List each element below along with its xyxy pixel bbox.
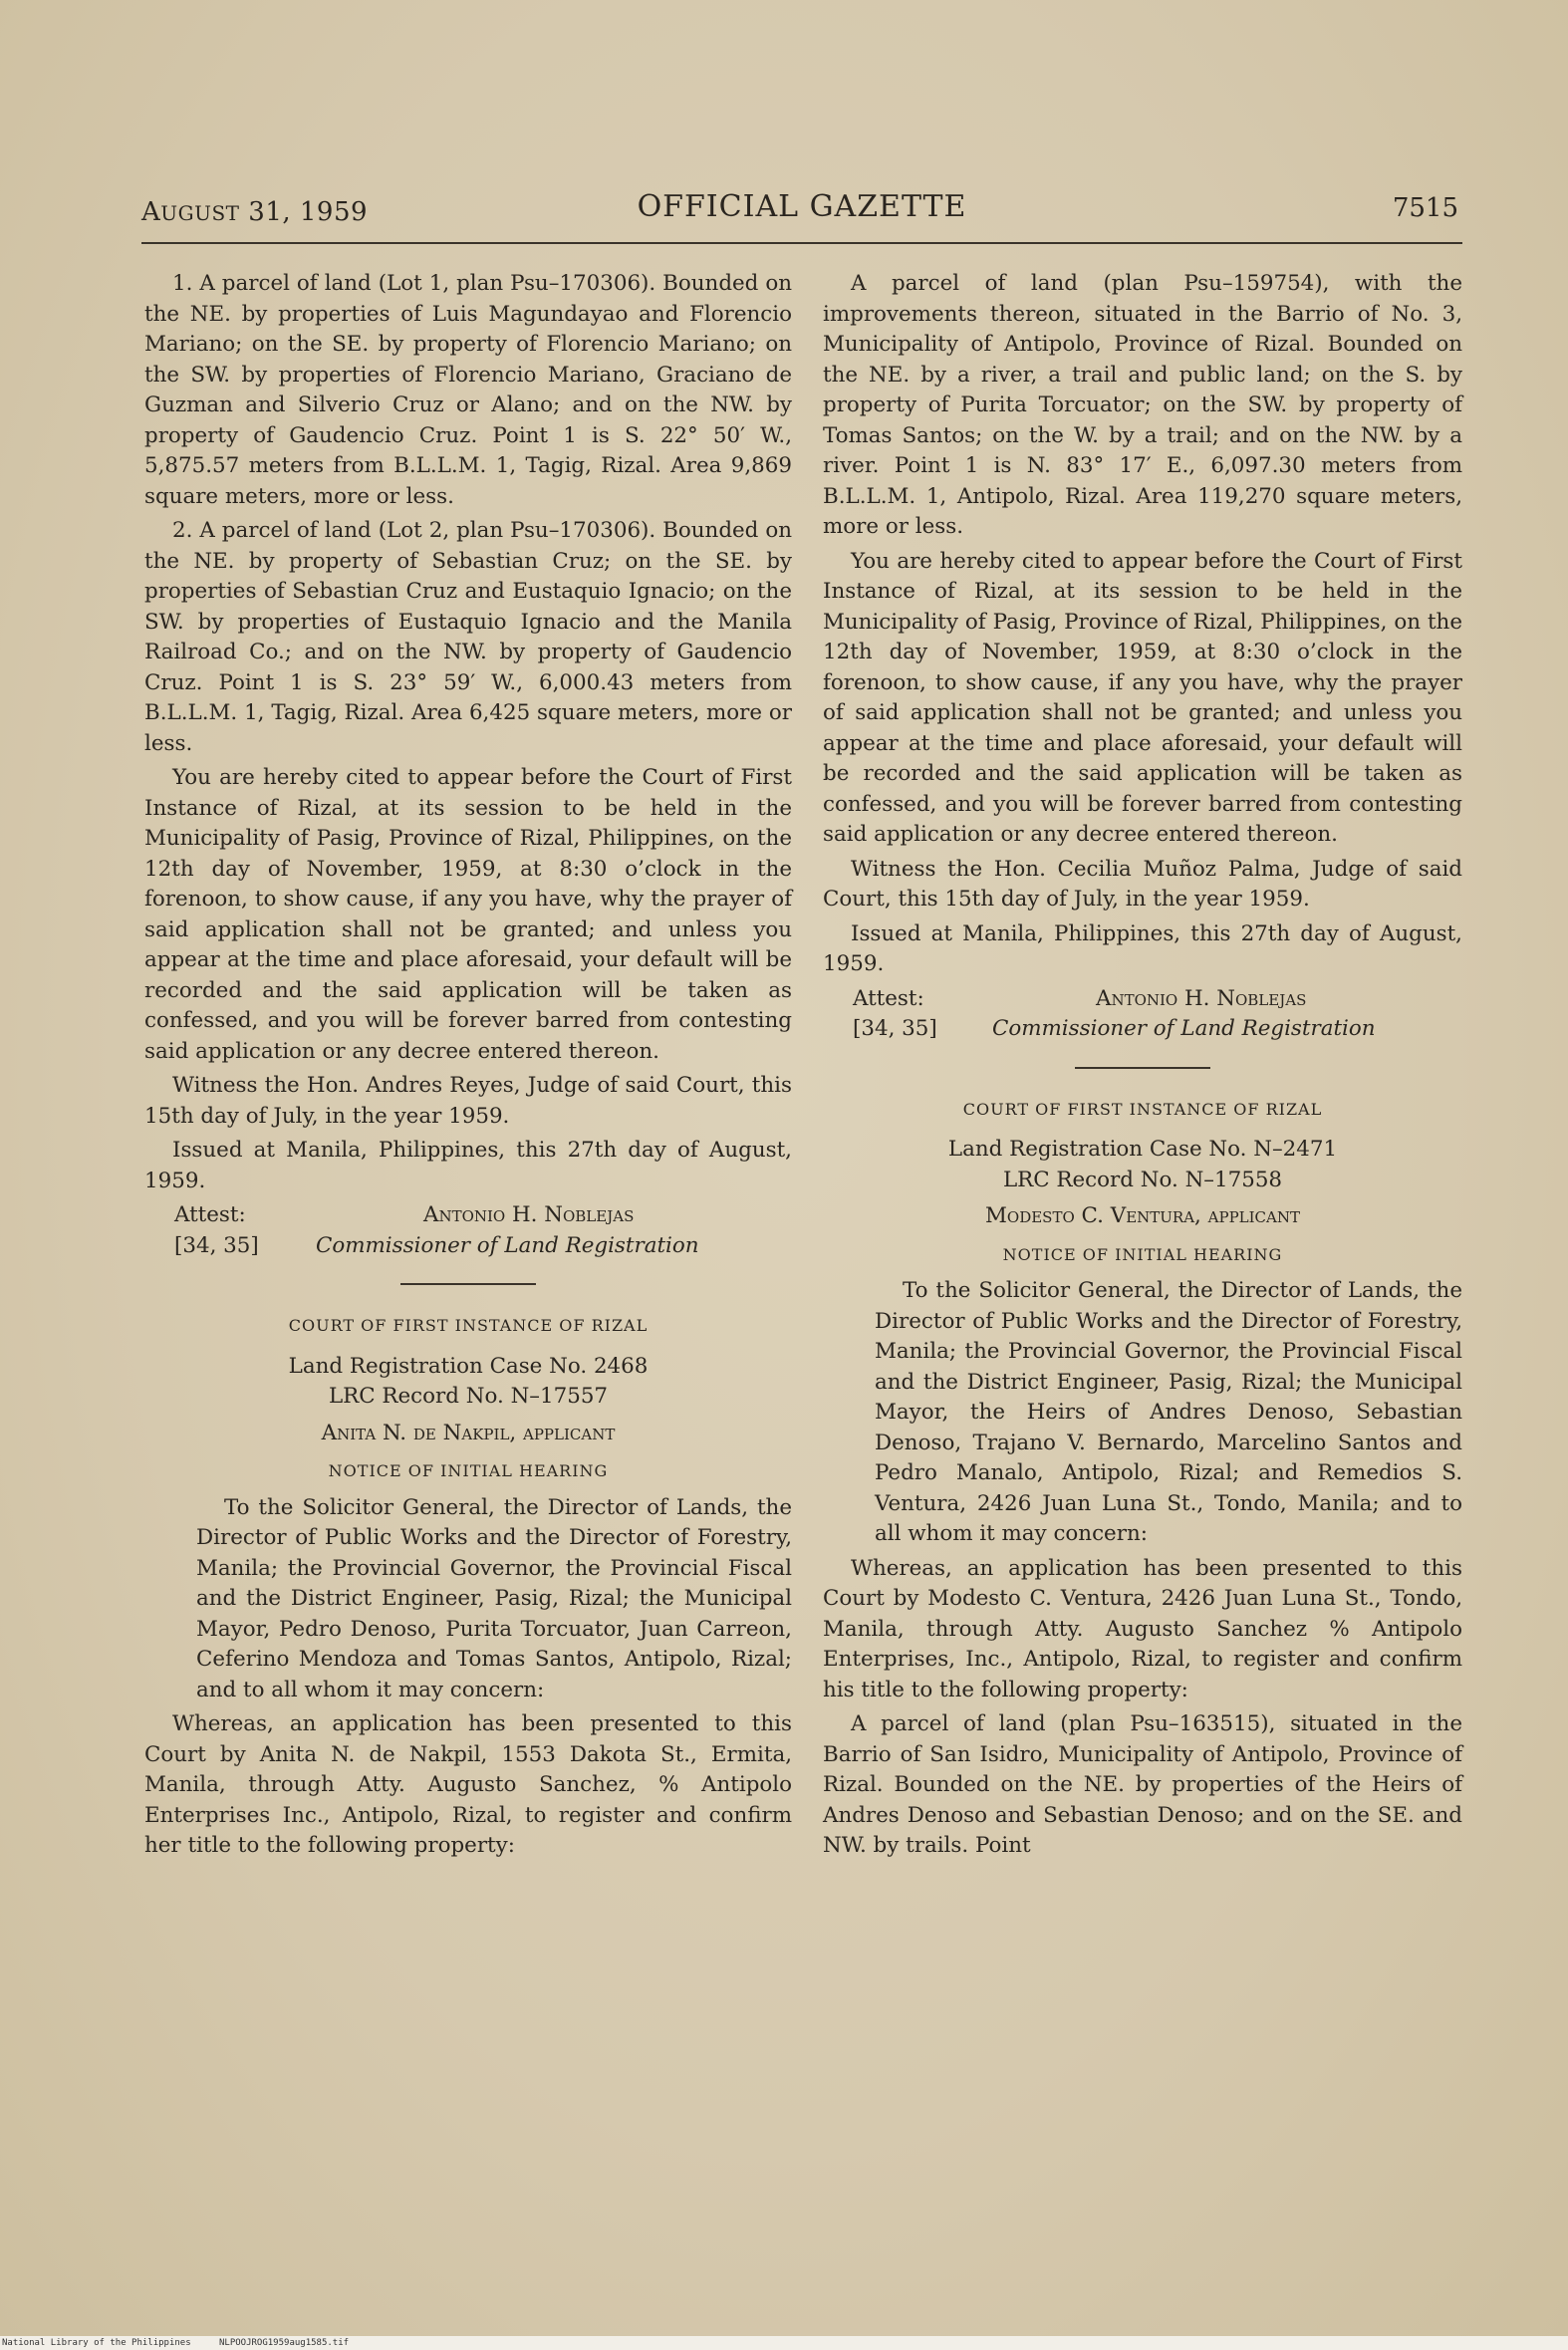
record-number: LRC Record No. N–17557 [328, 1384, 609, 1409]
issue-date: AUGUST 31, 1959 [141, 197, 369, 227]
scan-footer [0, 2336, 1568, 2350]
attest-name: Antonio H. Noblejas [423, 1202, 635, 1227]
right-column [823, 269, 1462, 1866]
applicant: Anita N. de Nakpil, applicant [321, 1420, 616, 1445]
publication-title: OFFICIAL GAZETTE [637, 189, 967, 224]
issued-paragraph: Issued at Manila, Philippines, this 27th day of August, 1959. [144, 1138, 792, 1193]
whereas-paragraph: Whereas, an application has been presented to this Court by Anita N. de Nakpil, 1553 Dakota St., Ermita, Manila, through Atty. Augusto Sanchez, % Antipolo Enterprises Inc., Antipolo, Rizal, to register and confirm her title to the following property: [144, 1711, 792, 1858]
attest-line: Attest: Antonio H. Noblejas [144, 1200, 792, 1231]
record-number: LRC Record No. N–17558 [1002, 1167, 1283, 1192]
witness-paragraph: Witness the Hon. Andres Reyes, Judge of said Court, this 15th day of July, in the year 1959. [144, 1073, 792, 1129]
notice-heading: NOTICE OF INITIAL HEARING [1002, 1244, 1283, 1264]
notice-heading: NOTICE OF INITIAL HEARING [328, 1461, 609, 1480]
address-paragraph: To the Solicitor General, the Director of Lands, the Director of Public Works and the Director of Forestry, Manila; the Provincial Governor, the Provincial Fiscal and the District Engineer, Pasig, Rizal; the Municipal Mayor, the Heirs of Andres Denoso, Sebastian Denoso, Trajano V. Bernardo, Marcelino Santos and Pedro Manalo, Antipolo, Rizal; and Remedios S. Ventura, 2426 Juan Luna St., Tondo, Manila; and to all whom it may concern: [875, 1278, 1462, 1546]
citation-paragraph: You are hereby cited to appear before the Court of First Instance of Rizal, at its session to be held in the Municipality of Pasig, Province of Rizal, Philippines, on the 12th day of November, 1959, at 8:30 o’clock in the forenoon, to show cause, if any you have, why the prayer of said application shall not be granted; and unless you appear at the time and place aforesaid, your default will be recorded and the said application will be taken as confessed, and you will be forever barred from contesting said application or any decree entered thereon. [144, 765, 792, 1064]
court-heading: COURT OF FIRST INSTANCE OF RIZAL [962, 1099, 1323, 1119]
file-name: NLPOOJROG1959aug1585.tif [219, 2338, 350, 2348]
citation-paragraph: You are hereby cited to appear before the Court of First Instance of Rizal, at its session to be held in the Municipality of Pasig, Province of Rizal, Philippines, on the 12th day of November, 1959, at 8:30 o’clock in the forenoon, to show cause, if any you have, why the prayer of said application shall not be granted; and unless you appear at the time and place aforesaid, your default will be recorded and the said application will be taken as confessed, and you will be forever barred from contesting said application or any decree entered thereon. [823, 548, 1462, 847]
case-number: Land Registration Case No. 2468 [288, 1353, 649, 1379]
attest-name: Antonio H. Noblejas [1096, 985, 1307, 1011]
commissioner-line: [34, 35] Commissioner of Land Registration [174, 1232, 699, 1258]
library-credit: National Library of the Philippines [2, 2338, 191, 2348]
parcel-2: 2. A parcel of land (Lot 2, plan Psu–170306). Bounded on the NE. by property of Sebastian Cruz; on the SE. by properties of Sebastian Cruz and Eustaquio Ignacio; on the SW. by properties of Eustaquio Ignacio and the Manila Railroad Co.; and on the NW. by property of Gaudencio Cruz. Point 1 is S. 23° 59′ W., 6,000.43 meters from B.L.L.M. 1, Tagig, Rizal. Area 6,425 square meters, more or less. [144, 518, 792, 756]
attest-line: Attest: Antonio H. Noblejas [823, 984, 1462, 1015]
parcel-1: 1. A parcel of land (Lot 1, plan Psu–170306). Bounded on the NE. by properties of Luis Magundayao and Florencio Mariano; on the SE. by property of Florencio Mariano; on the SW. by properties of Florencio Mariano, Graciano de Guzman and Silverio Cruz or Alano; and on the NW. by property of Gaudencio Cruz. Point 1 is S. 22° 50′ W., 5,875.57 meters from B.L.L.M. 1, Tagig, Rizal. Area 9,869 square meters, more or less. [144, 271, 792, 509]
commissioner-line: [34, 35] Commissioner of Land Registration [853, 1016, 1376, 1041]
applicant: Modesto C. Ventura, applicant [985, 1203, 1300, 1228]
court-heading: COURT OF FIRST INSTANCE OF RIZAL [288, 1316, 649, 1335]
header-rule [141, 242, 1462, 244]
case-number: Land Registration Case No. N–2471 [947, 1137, 1338, 1162]
page-header [141, 189, 1462, 241]
section-divider [400, 1283, 536, 1285]
parcel-description-2: A parcel of land (plan Psu–163515), situated in the Barrio of San Isidro, Municipality of Antipolo, Province of Rizal. Bounded on the NE. by properties of the Heirs of Andres Denoso and Sebastian Denoso; and on the SE. and NW. by trails. Point [823, 1711, 1462, 1858]
whereas-paragraph: Whereas, an application has been presented to this Court by Modesto C. Ventura, 2426 Juan Luna St., Tondo, Manila, through Atty. Augusto Sanchez % Antipolo Enterprises, Inc., Antipolo, Rizal, to register and confirm his title to the following property: [823, 1555, 1462, 1702]
issued-paragraph: Issued at Manila, Philippines, this 27th day of August, 1959. [823, 920, 1462, 976]
witness-paragraph: Witness the Hon. Cecilia Muñoz Palma, Judge of said Court, this 15th day of July, in the year 1959. [823, 856, 1462, 912]
page-number: 7515 [1392, 193, 1458, 223]
left-column [144, 269, 792, 1866]
parcel-description: A parcel of land (plan Psu–159754), with the improvements thereon, situated in the Barrio of No. 3, Municipality of Antipolo, Province of Rizal. Bounded on the NE. by a river, a trail and public land; on the S. by property of Purita Torcuator; on the SW. by property of Tomas Santos; on the W. by a trail; and on the NW. by a river. Point 1 is N. 83° 17′ E., 6,097.30 meters from B.L.L.M. 1, Antipolo, Rizal. Area 119,270 square meters, more or less. [823, 271, 1462, 539]
address-paragraph: To the Solicitor General, the Director of Lands, the Director of Public Works and the Director of Forestry, Manila; the Provincial Governor, the Provincial Fiscal and the District Engineer, Pasig, Rizal; the Municipal Mayor, Pedro Denoso, Purita Torcuator, Juan Carreon, Ceferino Mendoza and Tomas Santos, Antipolo, Rizal; and to all whom it may concern: [196, 1494, 792, 1702]
section-divider [1075, 1067, 1210, 1069]
